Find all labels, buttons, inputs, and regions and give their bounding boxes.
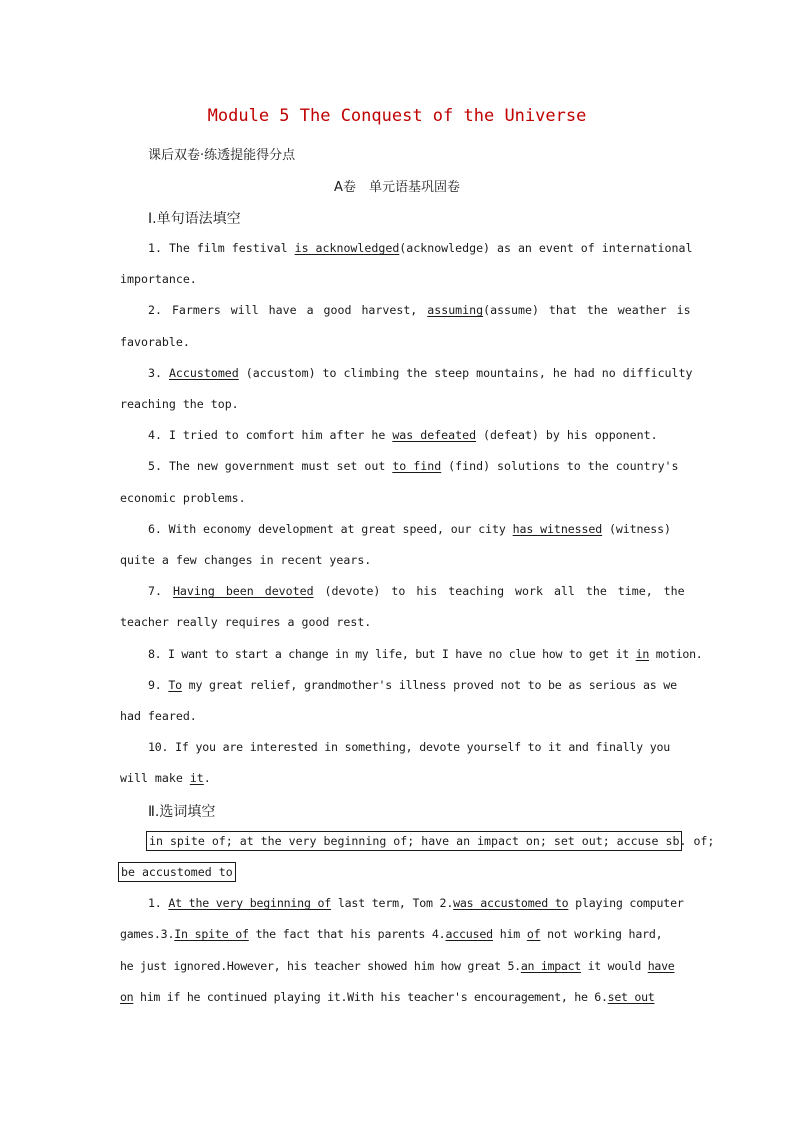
question-3-line: 3. Accustomed (accustom) to climbing the steep mountains, he had no difficulty <box>148 366 693 380</box>
question-6-cont: quite a few changes in recent years. <box>120 553 372 567</box>
question-1-cont: importance. <box>120 272 197 286</box>
answer: it <box>189 771 204 785</box>
question-5-cont: economic problems. <box>120 491 246 505</box>
question-3-cont: reaching the top. <box>120 397 239 411</box>
answer: in <box>635 647 650 661</box>
page-title: Module 5 The Conquest of the Universe <box>207 106 587 126</box>
answer: At the very beginning of <box>168 896 332 910</box>
answer: was accustomed to <box>453 896 569 910</box>
question-5-line: 5. The new government must set out to find (find) solutions to the country's <box>148 459 679 473</box>
answer: Accustomed <box>168 366 239 380</box>
question-6-line: 6. With economy development at great speed, our city has witnessed (witness) <box>148 522 671 536</box>
question-8-line: 8. I want to start a change in my life, but I have no clue how to get it in motion. <box>148 647 703 661</box>
passage-line-2: games.3.In spite of the fact that his parents 4.accused him of not working hard, <box>120 927 663 941</box>
answer: is acknowledged <box>294 241 400 255</box>
answer: on <box>120 990 134 1004</box>
word-box-line-2: be accustomed to <box>118 862 236 882</box>
answer: set out <box>607 990 655 1004</box>
question-10-cont: will make it. <box>120 771 211 785</box>
answer: was defeated <box>392 428 477 442</box>
question-2-line: 2. Farmers will have a good harvest, assuming(assume) that the weather is <box>148 303 691 317</box>
word-box-line-1: in spite of; at the very beginning of; have an impact on; set out; accuse sb. of; <box>146 831 682 851</box>
subtitle: 课后双卷·练透提能得分点 <box>148 148 296 163</box>
passage-line-3: he just ignored.However, his teacher showed him how great 5.an impact it would have <box>120 959 675 973</box>
answer: assuming <box>427 303 484 317</box>
answer: has witnessed <box>512 522 603 536</box>
answer: In spite of <box>174 927 249 941</box>
section-heading-a: A卷 单元语基巩固卷 <box>334 180 460 195</box>
question-9-cont: had feared. <box>120 709 197 723</box>
question-4-line: 4. I tried to comfort him after he was defeated (defeat) by his opponent. <box>148 428 658 442</box>
answer: of <box>526 927 541 941</box>
passage-line-1: 1. At the very beginning of last term, Tom 2.was accustomed to playing computer <box>148 896 684 910</box>
answer: to find <box>392 459 442 473</box>
part2-heading: Ⅱ.选词填空 <box>148 804 216 820</box>
question-7-cont: teacher really requires a good rest. <box>120 615 372 629</box>
answer: an impact <box>520 959 581 973</box>
question-9-line: 9. To my great relief, grandmother's illness proved not to be as serious as we <box>148 678 677 692</box>
answer: To <box>168 678 182 692</box>
answer: have <box>647 959 675 973</box>
answer: accused <box>445 927 493 941</box>
question-7-line: 7. Having been devoted (devote) to his teaching work all the time, the <box>148 584 685 598</box>
question-1-line: 1. The film festival is acknowledged(acknowledge) as an event of international <box>148 241 693 255</box>
question-10-line: 10. If you are interested in something, devote yourself to it and finally you <box>148 740 671 754</box>
answer: Having been devoted <box>172 584 314 598</box>
passage-line-4: on him if he continued playing it.With his teacher's encouragement, he 6.set out <box>120 990 655 1004</box>
question-2-cont: favorable. <box>120 335 190 349</box>
part1-heading: Ⅰ.单句语法填空 <box>148 211 241 227</box>
